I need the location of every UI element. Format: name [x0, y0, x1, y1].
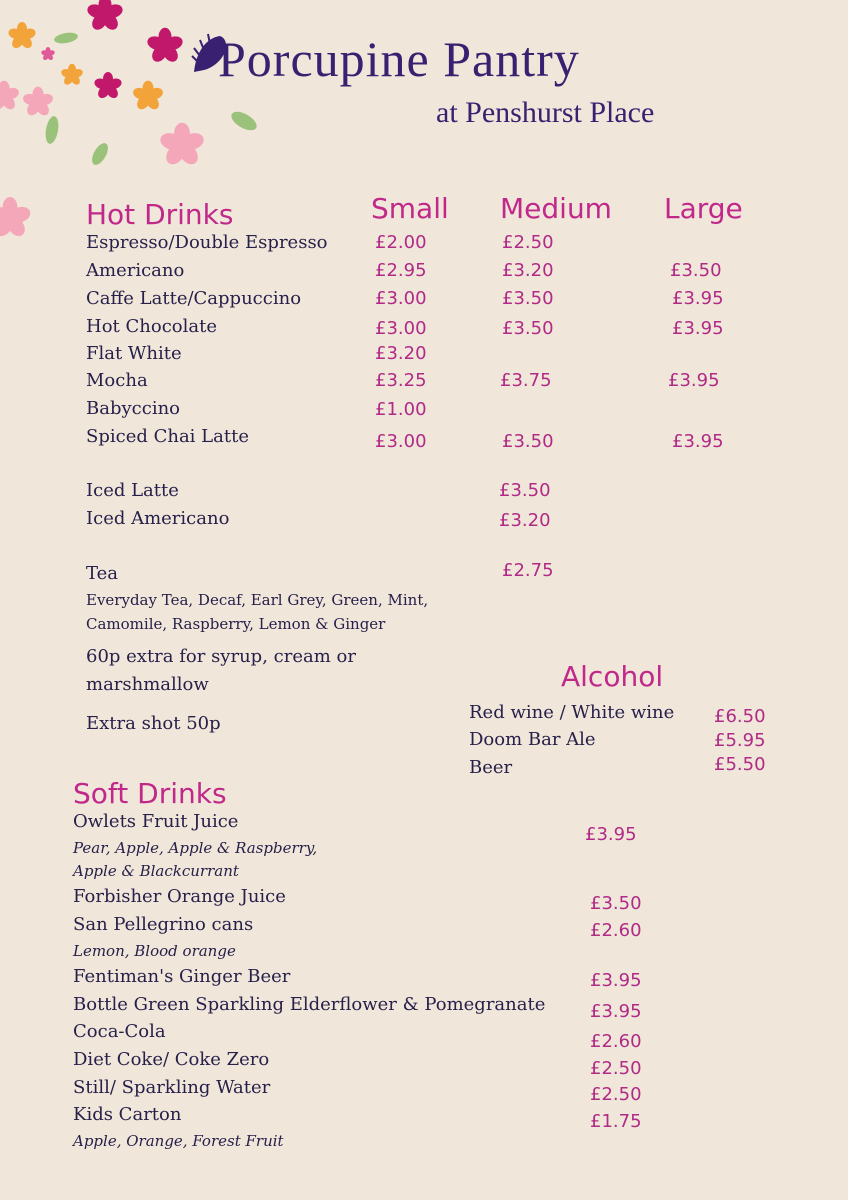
price-large: £3.95 — [672, 318, 724, 339]
iced-drink-price: £3.50 — [499, 480, 551, 501]
hot-drink-name: Caffe Latte/Cappuccino — [86, 288, 302, 309]
price-medium: £3.50 — [502, 318, 554, 339]
column-large: Large — [664, 192, 743, 225]
soft-drink-name: Still/ Sparkling Water — [73, 1077, 271, 1098]
alcohol-name: Red wine / White wine — [469, 702, 675, 723]
soft-drink-price: £2.60 — [590, 920, 642, 941]
price-medium: £3.75 — [500, 370, 552, 391]
soft-drink-price: £2.50 — [590, 1084, 642, 1105]
price-small: £1.00 — [375, 399, 427, 420]
soft-drink-price: £3.95 — [590, 970, 642, 991]
price-small: £3.00 — [375, 431, 427, 452]
soft-drink-price: £3.95 — [585, 824, 637, 845]
soft-drink-name: San Pellegrino cans — [73, 914, 254, 935]
soft-drink-name: Owlets Fruit Juice — [73, 811, 239, 832]
iced-drink-price: £3.20 — [499, 510, 551, 531]
soft-drink-price: £2.50 — [590, 1058, 642, 1079]
iced-drink-name: Iced Americano — [86, 508, 230, 529]
brand-title: Porcupine Pantry — [218, 31, 580, 87]
soft-drink-price: £1.75 — [590, 1111, 642, 1132]
hot-drink-name: Spiced Chai Latte — [86, 426, 249, 447]
tea-price: £2.75 — [502, 560, 554, 581]
soft-drink-note: Apple & Blackcurrant — [73, 862, 239, 880]
price-small: £2.00 — [375, 232, 427, 253]
price-medium: £3.50 — [502, 288, 554, 309]
iced-drink-name: Iced Latte — [86, 480, 179, 501]
price-medium: £3.50 — [502, 431, 554, 452]
brand-subtitle: at Penshurst Place — [436, 96, 655, 129]
extra-shot-note: Extra shot 50p — [86, 713, 221, 734]
alcohol-price: £6.50 — [714, 706, 766, 727]
price-medium: £2.50 — [502, 232, 554, 253]
soft-drinks-title: Soft Drinks — [73, 777, 227, 810]
tea-varieties: Everyday Tea, Decaf, Earl Grey, Green, Mint, — [86, 591, 429, 609]
price-medium: £3.20 — [502, 260, 554, 281]
soft-drink-price: £2.60 — [590, 1031, 642, 1052]
price-large: £3.95 — [668, 370, 720, 391]
soft-drink-price: £3.50 — [590, 893, 642, 914]
price-small: £3.20 — [375, 343, 427, 364]
tea-varieties: Camomile, Raspberry, Lemon & Ginger — [86, 615, 386, 633]
price-small: £3.25 — [375, 370, 427, 391]
hot-drink-name: Hot Chocolate — [86, 316, 217, 337]
soft-drink-note: Lemon, Blood orange — [73, 942, 236, 960]
hot-drink-name: Flat White — [86, 343, 182, 364]
column-small: Small — [371, 192, 449, 225]
alcohol-price: £5.95 — [714, 730, 766, 751]
price-large: £3.50 — [670, 260, 722, 281]
price-large: £3.95 — [672, 288, 724, 309]
price-small: £3.00 — [375, 318, 427, 339]
tea-name: Tea — [86, 563, 118, 584]
price-small: £2.95 — [375, 260, 427, 281]
alcohol-title: Alcohol — [561, 660, 664, 693]
alcohol-price: £5.50 — [714, 754, 766, 775]
soft-drink-price: £3.95 — [590, 1001, 642, 1022]
hot-drink-name: Espresso/Double Espresso — [86, 232, 328, 253]
soft-drink-name: Fentiman's Ginger Beer — [73, 966, 291, 987]
price-large: £3.95 — [672, 431, 724, 452]
soft-drink-note: Apple, Orange, Forest Fruit — [73, 1132, 284, 1150]
soft-drink-name: Bottle Green Sparkling Elderflower & Pomegranate — [73, 994, 546, 1015]
hot-drinks-title: Hot Drinks — [86, 198, 234, 231]
column-medium: Medium — [500, 192, 612, 225]
extras-note: marshmallow — [86, 674, 209, 695]
extras-note: 60p extra for syrup, cream or — [86, 646, 356, 667]
soft-drink-note: Pear, Apple, Apple & Raspberry, — [73, 839, 318, 857]
price-small: £3.00 — [375, 288, 427, 309]
soft-drink-name: Forbisher Orange Juice — [73, 886, 286, 907]
hot-drink-name: Americano — [86, 260, 185, 281]
soft-drink-name: Kids Carton — [73, 1104, 182, 1125]
soft-drink-name: Coca-Cola — [73, 1021, 166, 1042]
alcohol-name: Beer — [469, 757, 513, 778]
alcohol-name: Doom Bar Ale — [469, 729, 596, 750]
soft-drink-name: Diet Coke/ Coke Zero — [73, 1049, 270, 1070]
hot-drink-name: Babyccino — [86, 398, 180, 419]
hot-drink-name: Mocha — [86, 370, 148, 391]
